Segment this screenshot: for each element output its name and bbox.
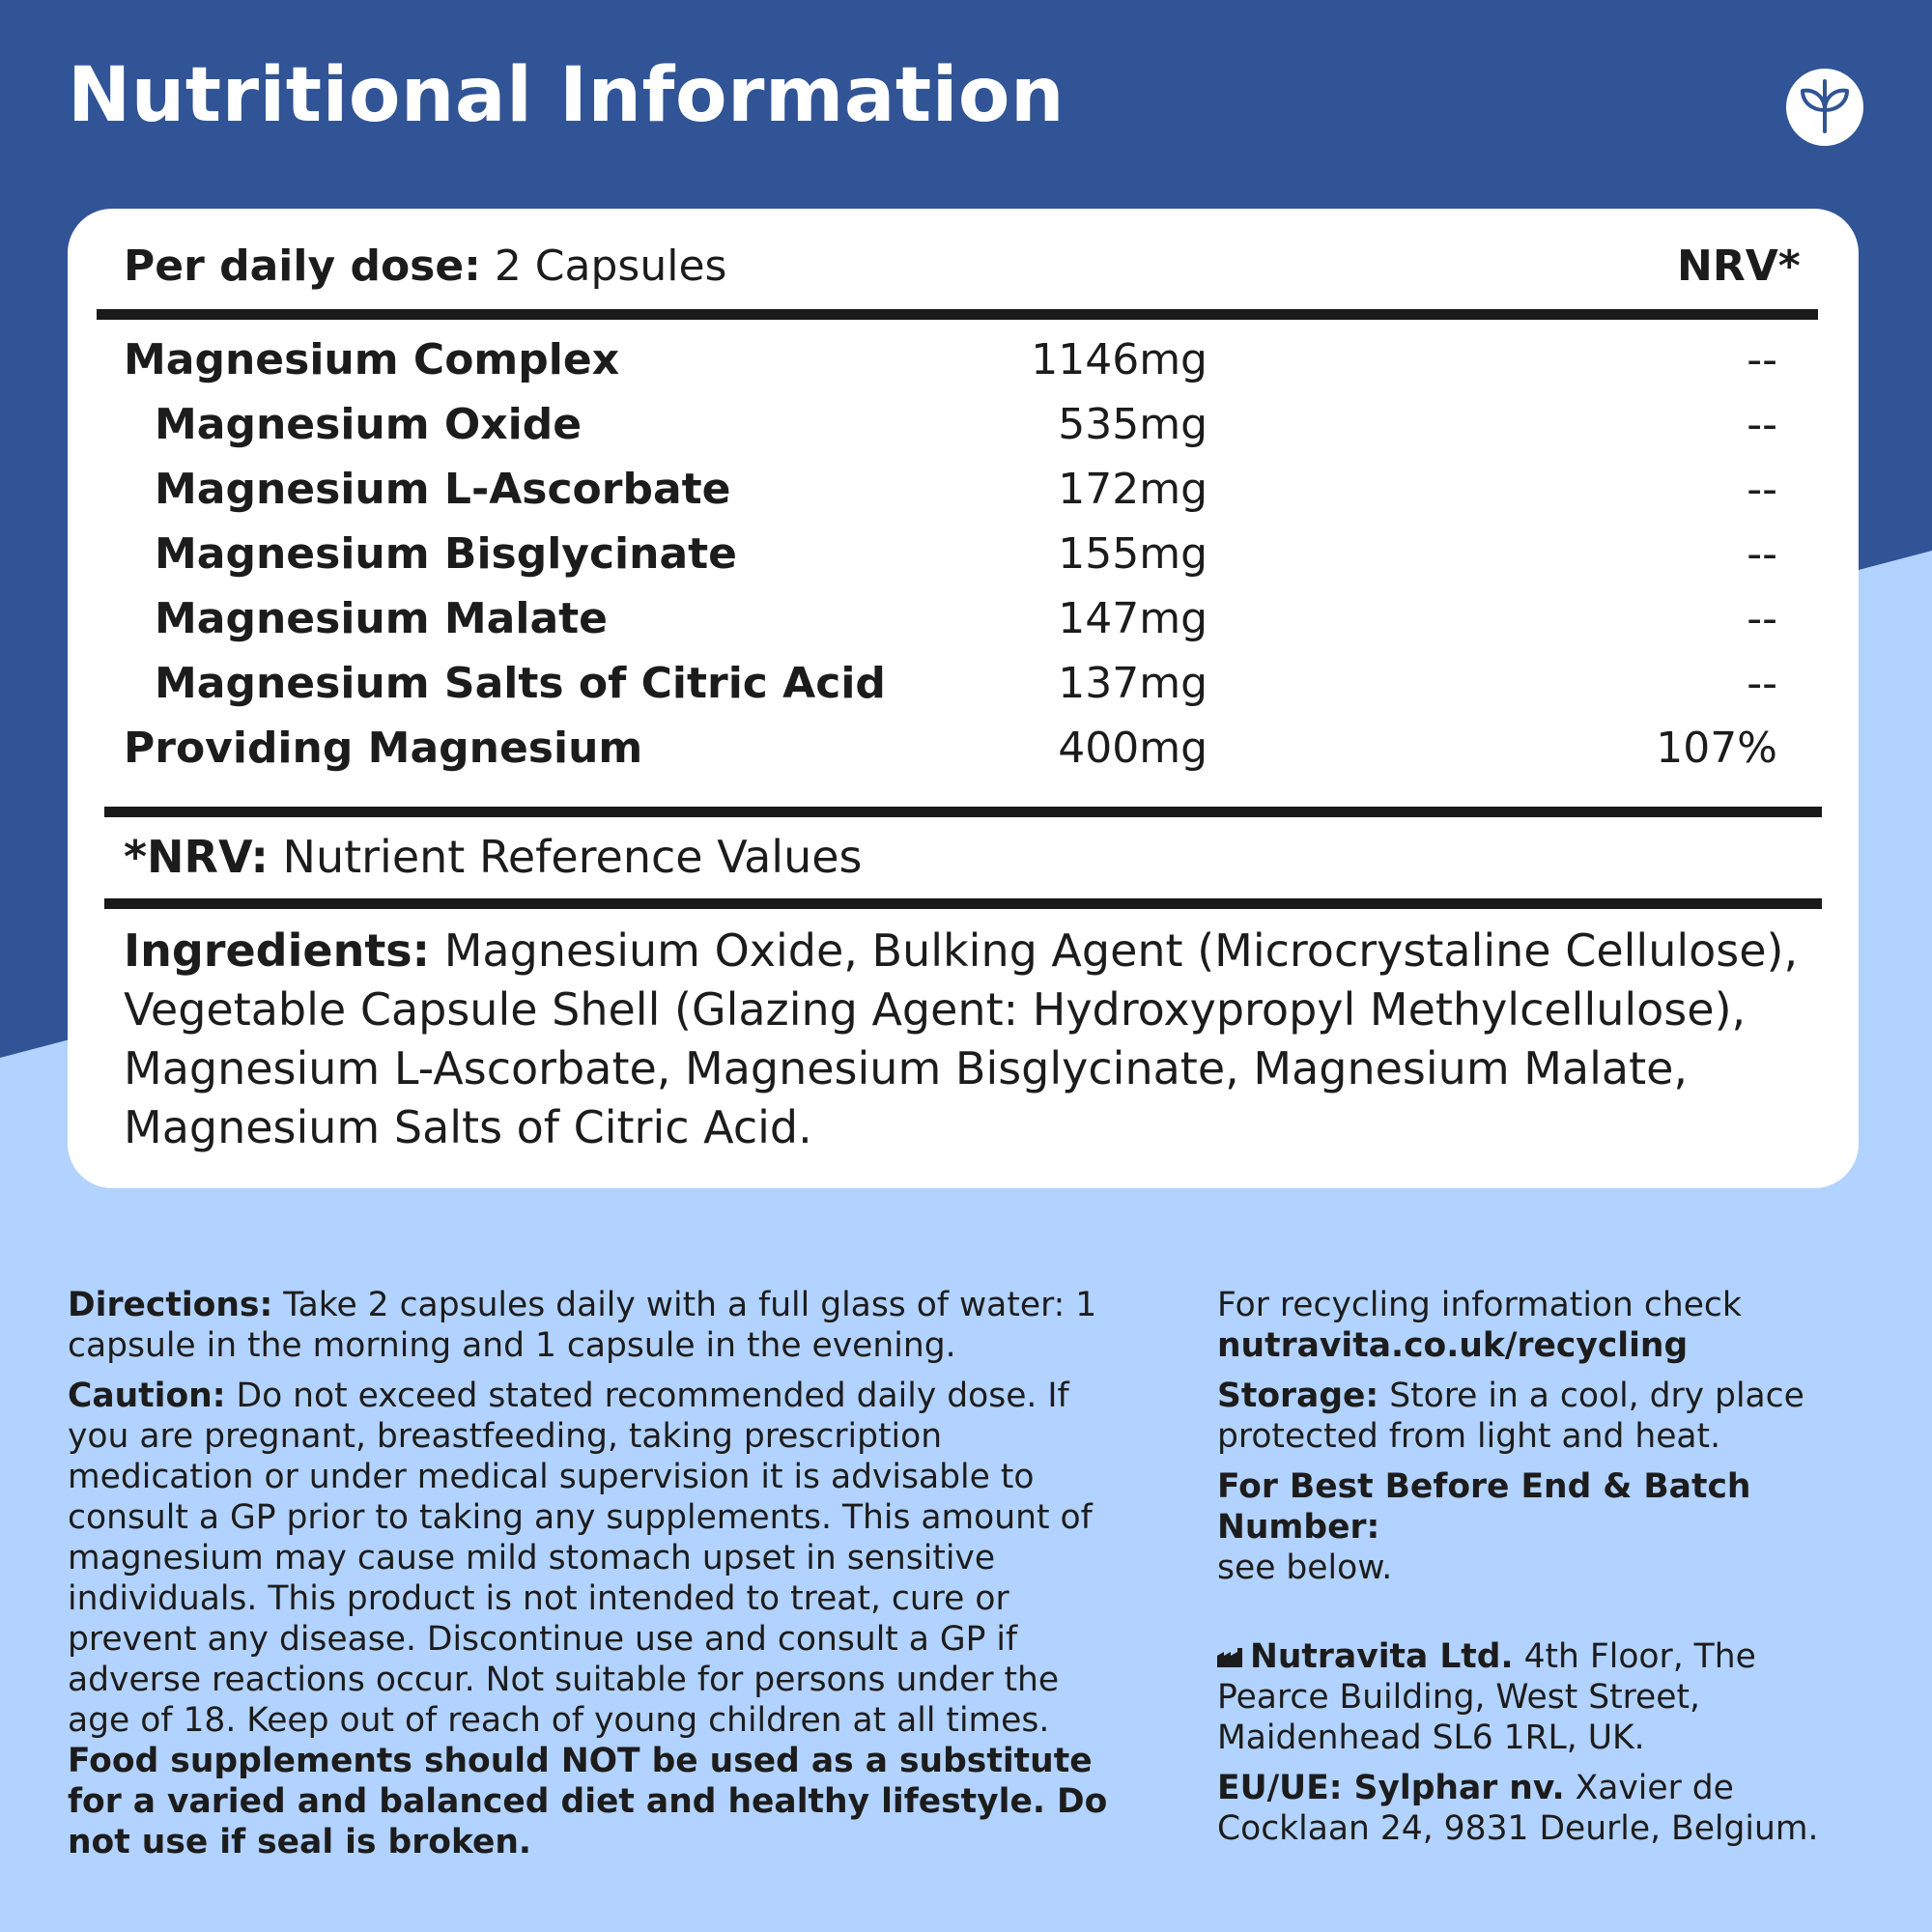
divider xyxy=(104,898,1822,909)
directions-text: Take 2 capsules daily with a full glass of water: 1 capsule in the morning and 1 capsule in the evening. xyxy=(68,1286,1097,1365)
caution-bold-text: Food supplements should NOT be used as a substitute for a varied and balanced diet and healthy lifestyle. Do not use if seal is broken. xyxy=(68,1742,1108,1861)
recycling xyxy=(1217,1285,1874,1366)
nutrient-nrv: -- xyxy=(1747,465,1777,514)
footnote-label: *NRV: xyxy=(124,831,269,883)
storage-label: Storage: xyxy=(1217,1377,1379,1415)
manufacturer-label: Nutravita Ltd. xyxy=(1250,1637,1514,1676)
nutrient-name: Magnesium L-Ascorbate xyxy=(155,465,731,514)
storage-text: Store in a cool, dry place protected from light and heat. xyxy=(1217,1377,1804,1456)
nutrient-name: Magnesium Complex xyxy=(124,335,620,384)
eu-label: EU/UE: Sylphar nv. xyxy=(1217,1769,1565,1807)
directions xyxy=(68,1285,1130,1366)
recycling-text: For recycling information check xyxy=(1217,1286,1742,1324)
ingredients xyxy=(124,922,1824,1157)
nutrient-name: Magnesium Oxide xyxy=(155,400,582,449)
caution-text: Do not exceed stated recommended daily dose. If you are pregnant, breastfeeding, taking prescription medication or under medical supervision it is advisable to consult a GP prior to taking any supplements. This amount of magnesium may cause mild stomach upset in sensitive individuals. This product is not intended to treat, cure or prevent any disease. Discontinue use and consult a GP if adverse reactions occur. Not suitable for persons under the age of 18. Keep out of reach of young children at all times. xyxy=(68,1377,1093,1740)
nutrient-nrv: -- xyxy=(1747,335,1777,384)
nutrient-nrv: -- xyxy=(1747,659,1777,708)
footnote-text: Nutrient Reference Values xyxy=(282,831,863,883)
nutrient-amount: 155mg xyxy=(1058,529,1208,579)
dose-value: 2 Capsules xyxy=(494,242,727,291)
nrv-footnote xyxy=(124,831,863,883)
manufacturer xyxy=(1217,1636,1874,1758)
ingredients-text: Magnesium Oxide, Bulking Agent (Microcrystaline Cellulose), Vegetable Capsule Shell (Glazing Agent: Hydroxypropyl Methylcellulose), Magnesium L-Ascorbate, Magnesium Bisglycinate, Magnesium Malate, Magnesium Salts of Citric Acid. xyxy=(124,924,1799,1153)
storage-info xyxy=(1217,1285,1874,1859)
caution xyxy=(68,1376,1130,1862)
nutrient-nrv: 107% xyxy=(1656,724,1777,773)
divider xyxy=(97,309,1818,320)
factory-icon xyxy=(1217,1646,1244,1667)
nutrient-amount: 172mg xyxy=(1058,465,1208,514)
best-before xyxy=(1217,1466,1874,1588)
nutrient-name: Providing Magnesium xyxy=(124,724,643,773)
eu-text: Xavier de Cocklaan 24, 9831 Deurle, Belgium. xyxy=(1217,1769,1819,1848)
manufacturer-text: 4th Floor, The Pearce Building, West Street, Maidenhead SL6 1RL, UK. xyxy=(1217,1637,1756,1757)
nutrient-name: Magnesium Salts of Citric Acid xyxy=(155,659,886,708)
nutrient-amount: 147mg xyxy=(1058,594,1208,643)
divider xyxy=(104,807,1822,817)
nutrient-amount: 535mg xyxy=(1058,400,1208,449)
directions-caution xyxy=(68,1285,1130,1872)
storage xyxy=(1217,1376,1874,1457)
nutrient-name: Magnesium Malate xyxy=(155,594,609,643)
leaf-sprout-icon xyxy=(1785,68,1864,147)
eu-representative xyxy=(1217,1768,1874,1849)
nutrient-nrv: -- xyxy=(1747,400,1777,449)
dose-header xyxy=(124,242,726,291)
nutrient-nrv: -- xyxy=(1747,594,1777,643)
ingredients-label: Ingredients: xyxy=(124,924,431,977)
bbe-label: For Best Before End & Batch Number: xyxy=(1217,1467,1751,1547)
nutrient-nrv: -- xyxy=(1747,529,1777,579)
nutrient-name: Magnesium Bisglycinate xyxy=(155,529,738,579)
caution-label: Caution: xyxy=(68,1377,226,1415)
nrv-header: NRV* xyxy=(1677,242,1801,291)
nutrient-amount: 400mg xyxy=(1058,724,1208,773)
dose-label: Per daily dose: xyxy=(124,242,481,291)
bbe-text: see below. xyxy=(1217,1548,1393,1587)
page-title: Nutritional Information xyxy=(68,52,1065,139)
nutrient-amount: 1146mg xyxy=(1031,335,1208,384)
directions-label: Directions: xyxy=(68,1286,273,1324)
nutrient-amount: 137mg xyxy=(1058,659,1208,708)
recycling-link[interactable]: nutravita.co.uk/recycling xyxy=(1217,1326,1689,1365)
